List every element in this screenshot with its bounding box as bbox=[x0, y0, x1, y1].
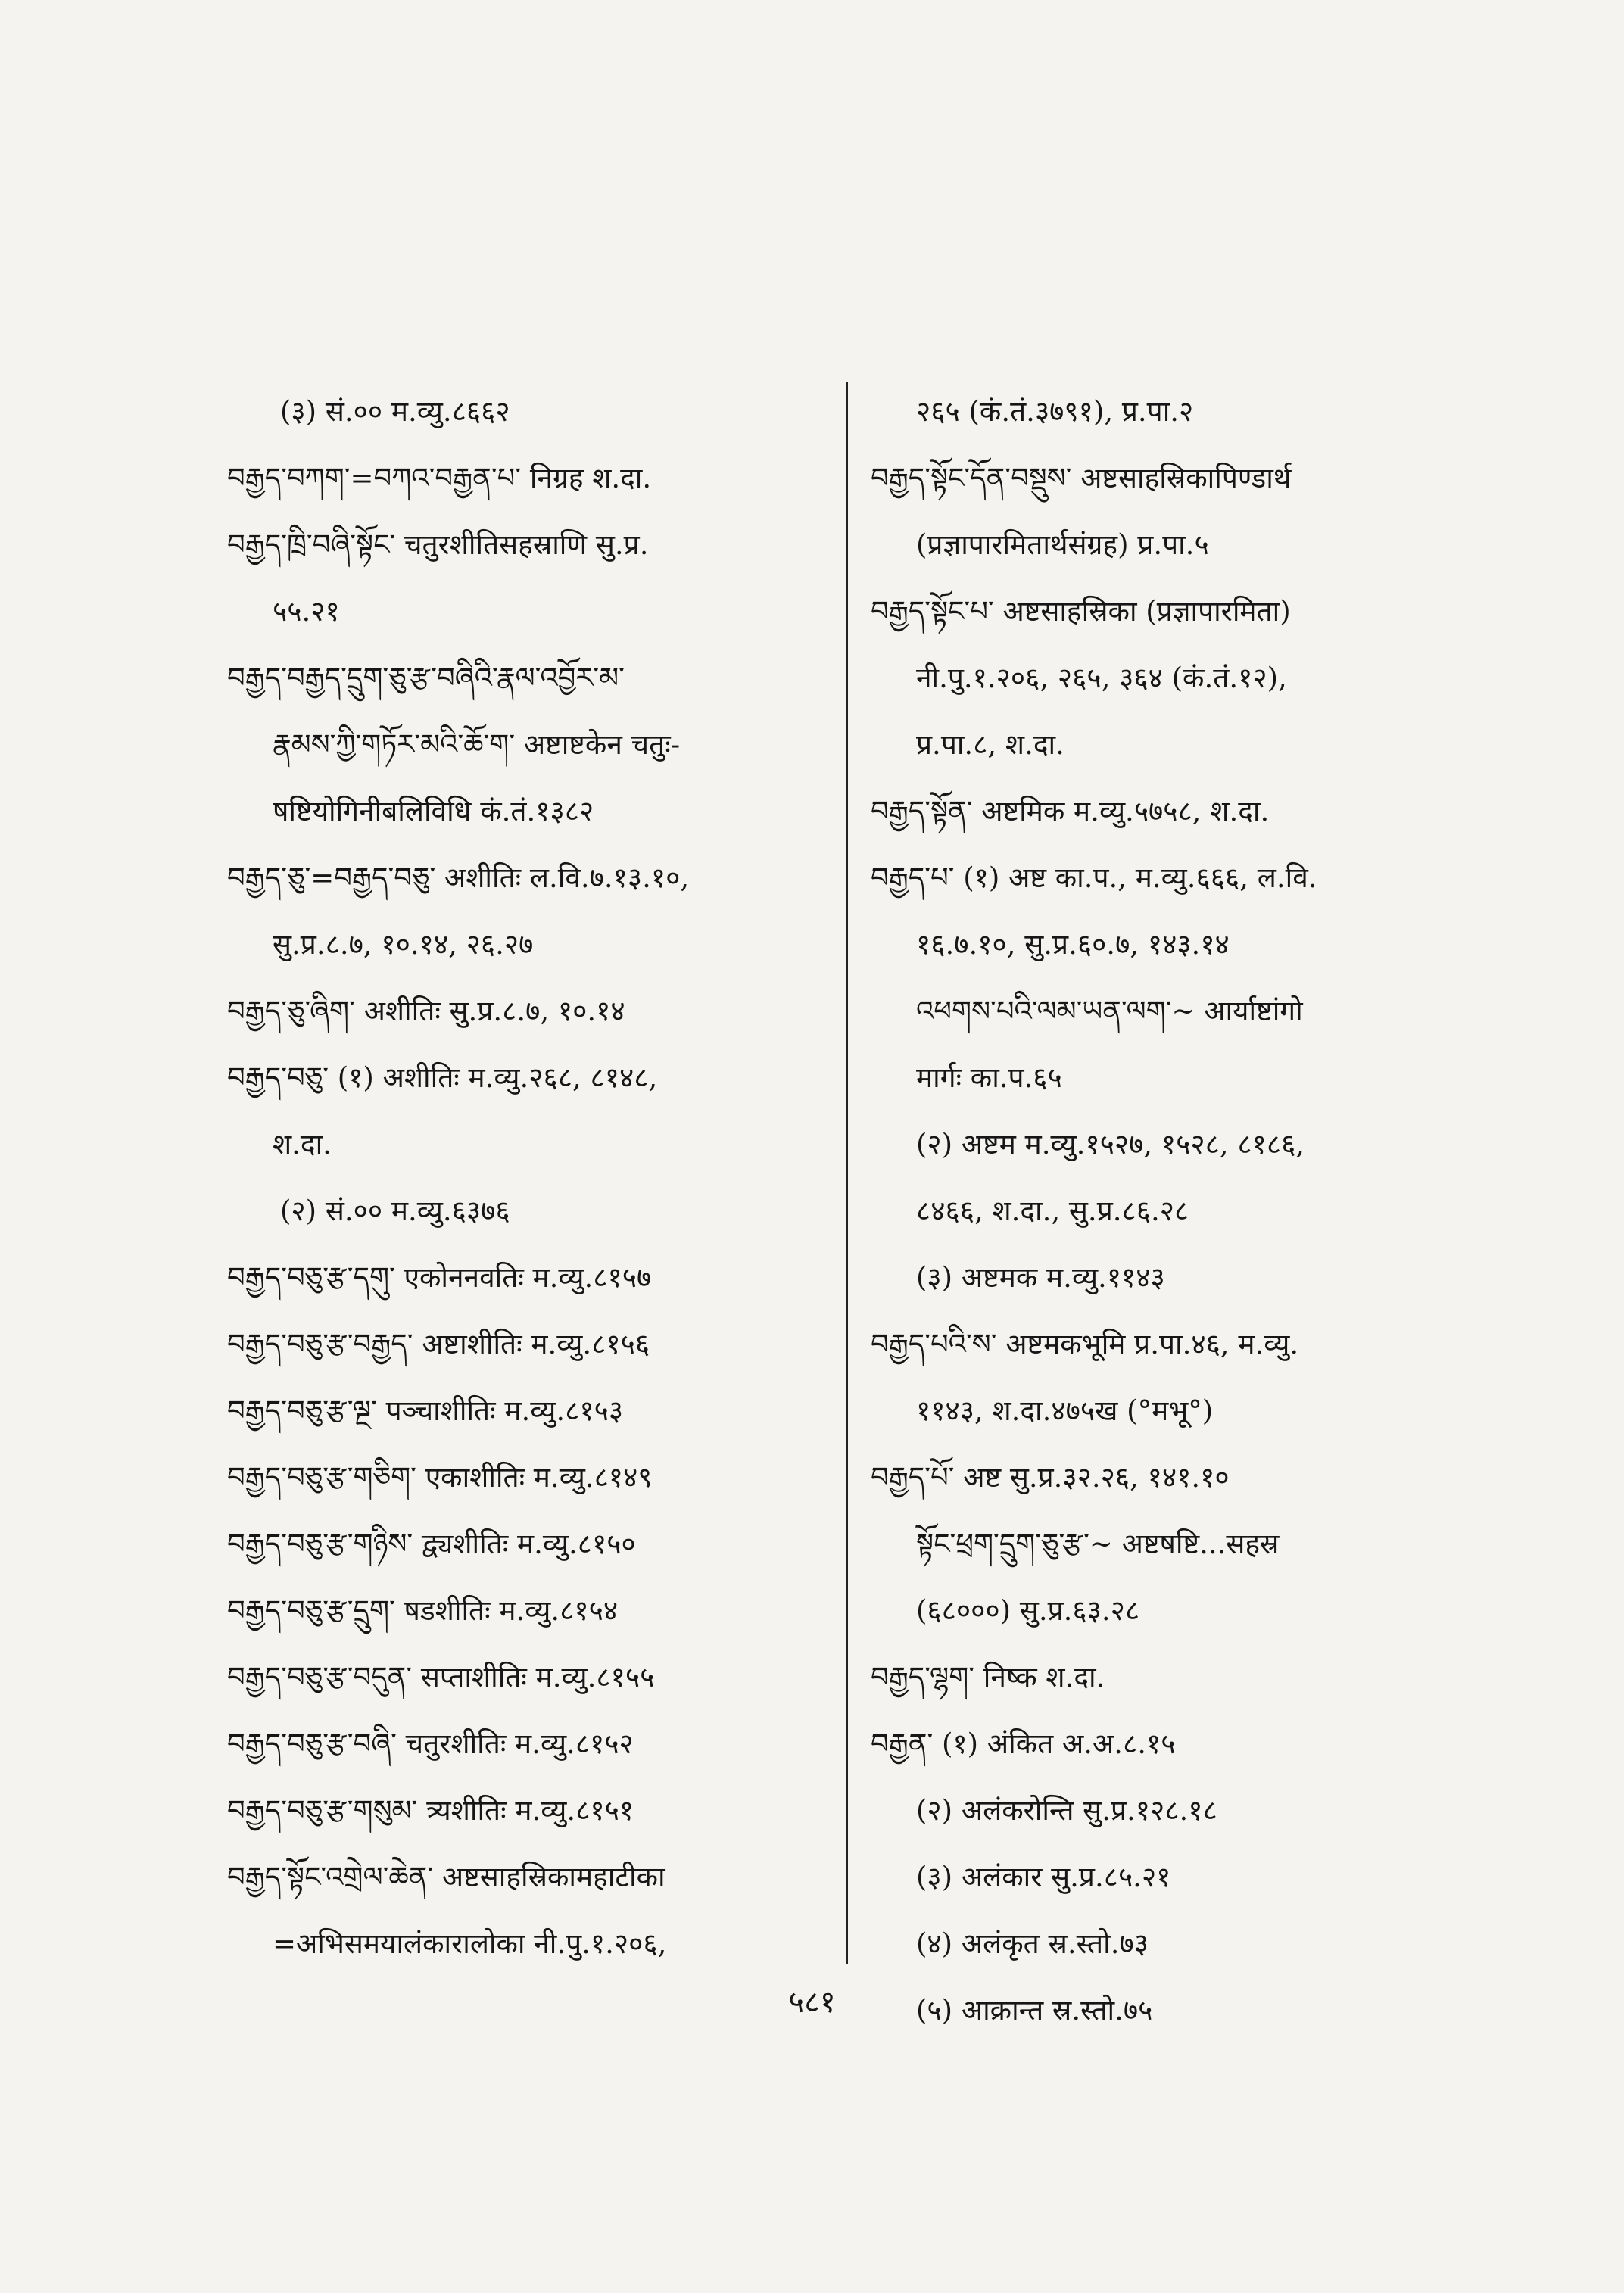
dictionary-line: བརྒྱད་ཅུ་ཞིག་ अशीतिः सु.प्र.८.७, १०.१४ bbox=[227, 995, 625, 1027]
dictionary-line: སྟོང་ཕྲག་དྲུག་ཅུ་རྩ་~ अष्टषष्टि...सहस्र bbox=[916, 1528, 1280, 1560]
dictionary-line: ८४६६, श.दा., सु.प्र.८६.२८ bbox=[916, 1195, 1189, 1227]
dictionary-line: བརྒྱད་བཅུ་རྩ་བཞི་ चतुरशीतिः म.व्यु.८१५२ bbox=[227, 1728, 634, 1760]
dictionary-line: བརྒྱད་སྟོན་ अष्टमिक म.व्यु.५७५८, श.दा. bbox=[871, 795, 1270, 827]
dictionary-line: (२) अलंकरोन्ति सु.प्र.१२८.१८ bbox=[916, 1794, 1217, 1827]
dictionary-line: (५) आक्रान्त स्र.स्तो.७५ bbox=[916, 1994, 1153, 2027]
dictionary-line: २६५ (कं.तं.३७९१), प्र.पा.२ bbox=[916, 395, 1194, 428]
dictionary-line: བརྒྱད་ལྷག་ निष्क श.दा. bbox=[871, 1661, 1105, 1693]
dictionary-line: བརྒྱད་བཀག་=བཀའ་བརྒྱན་པ་ निग्रह श.दा. bbox=[227, 462, 652, 494]
dictionary-line: བརྒྱད་བཅུ་ (१) अशीतिः म.व्यु.२६८, ८१४८, bbox=[227, 1061, 658, 1094]
dictionary-line: བརྒྱད་བཅུ་རྩ་གཅིག་ एकाशीतिः म.व्यु.८१४९ bbox=[227, 1461, 653, 1494]
dictionary-line: བརྒྱད་སྟོང་པ་ अष्टसाहस्रिका (प्रज्ञापारमिता) bbox=[871, 595, 1291, 628]
dictionary-line: (२) सं.०० म.व्यु.६३७६ bbox=[280, 1195, 510, 1227]
left-column bbox=[227, 379, 825, 1977]
dictionary-line: བརྒྱན་ (१) अंकित अ.अ.८.१५ bbox=[871, 1728, 1176, 1760]
dictionary-line: བརྒྱད་སྟོང་དོན་བསྡུས་ अष्टसाहस्रिकापिण्डार्थ bbox=[871, 462, 1292, 494]
dictionary-line: བརྒྱད་པ་ (१) अष्ट का.प., म.व्यु.६६६, ल.वि. bbox=[871, 861, 1317, 894]
dictionary-line: འཕགས་པའི་ལམ་ཡན་ལག་~ आर्याष्टांगो bbox=[916, 995, 1303, 1027]
page-number: ५८१ bbox=[788, 1985, 836, 2020]
dictionary-line: मार्गः का.प.६५ bbox=[916, 1061, 1062, 1094]
dictionary-line: (३) सं.०० म.व्यु.८६६२ bbox=[280, 395, 510, 428]
dictionary-line: (प्रज्ञापारमितार्थसंग्रह) प्र.पा.५ bbox=[916, 528, 1209, 561]
dictionary-line: བརྒྱད་བཅུ་རྩ་དྲུག་ षडशीतिः म.व्यु.८१५४ bbox=[227, 1594, 619, 1627]
dictionary-line: བརྒྱད་སྟོང་འགྲེལ་ཆེན་ अष्टसाहस्रिकामहाटीका bbox=[227, 1861, 665, 1893]
dictionary-line: सु.प्र.८.७, १०.१४, २६.२७ bbox=[273, 928, 534, 961]
dictionary-line: བརྒྱད་བཅུ་རྩ་བརྒྱད་ अष्टाशीतिः म.व्यु.८१५६ bbox=[227, 1328, 650, 1360]
column-divider bbox=[846, 382, 848, 1964]
dictionary-line: བརྒྱད་བཅུ་རྩ་གཉིས་ द्व्यशीतिः म.व्यु.८१५० bbox=[227, 1528, 636, 1560]
dictionary-line: བརྒྱད་བཅུ་རྩ་བདུན་ सप्ताशीतिः म.व्यु.८१५५ bbox=[227, 1661, 655, 1693]
dictionary-line: རྣམས་ཀྱི་གཏོར་མའི་ཆོ་ག་ अष्टाष्टकेन चतुः- bbox=[273, 728, 681, 761]
dictionary-line: (३) अष्टमक म.व्यु.११४३ bbox=[916, 1261, 1165, 1294]
dictionary-line: བརྒྱད་ཅུ་=བརྒྱད་བཅུ་ अशीतिः ल.वि.७.१३.१०, bbox=[227, 861, 690, 894]
dictionary-line: नी.पु.१.२०६, २६५, ३६४ (कं.तं.१२), bbox=[916, 662, 1287, 694]
dictionary-line: བརྒྱད་བཅུ་རྩ་གསུམ་ त्र्यशीतिः म.व्यु.८१५१ bbox=[227, 1794, 634, 1827]
dictionary-line: (३) अलंकार सु.प्र.८५.२१ bbox=[916, 1861, 1171, 1893]
dictionary-line: (६८०००) सु.प्र.६३.२८ bbox=[916, 1594, 1140, 1627]
dictionary-line: (२) अष्टम म.व्यु.१५२७, १५२८, ८१८६, bbox=[916, 1128, 1305, 1161]
dictionary-line: ५५.२१ bbox=[273, 595, 340, 628]
dictionary-line: བརྒྱད་ཁྲི་བཞི་སྟོང་ चतुरशीतिसहस्राणि सु.प्र. bbox=[227, 528, 649, 561]
dictionary-line: १६.७.१०, सु.प्र.६०.७, १४३.१४ bbox=[916, 928, 1230, 961]
dictionary-line: བརྒྱད་པའི་ས་ अष्टमकभूमि प्र.पा.४६, म.व्यु. bbox=[871, 1328, 1299, 1360]
dictionary-line: =अभिसमयालंकारालोका नी.पु.१.२०६, bbox=[273, 1927, 667, 1960]
dictionary-line: བརྒྱད་བཅུ་རྩ་ལྔ་ पञ्चाशीतिः म.व्यु.८१५३ bbox=[227, 1394, 624, 1427]
dictionary-line: བརྒྱད་བརྒྱད་དྲུག་ཅུ་རྩ་བཞིའི་རྣལ་འབྱོར་མ་ bbox=[227, 662, 625, 694]
right-column bbox=[871, 379, 1492, 2044]
dictionary-line: (४) अलंकृत स्र.स्तो.७३ bbox=[916, 1927, 1149, 1960]
dictionary-line: प्र.पा.८, श.दा. bbox=[916, 728, 1064, 761]
dictionary-line: षष्टियोगिनीबलिविधि कं.तं.१३८२ bbox=[273, 795, 594, 827]
dictionary-line: བརྒྱད་པོ་ अष्ट सु.प्र.३२.२६, १४१.१० bbox=[871, 1461, 1230, 1494]
dictionary-line: ११४३, श.दा.४७५ख (°मभू°) bbox=[916, 1394, 1214, 1427]
dictionary-line: བརྒྱད་བཅུ་རྩ་དགུ་ एकोननवतिः म.व्यु.८१५७ bbox=[227, 1261, 652, 1294]
dictionary-line: श.दा. bbox=[273, 1128, 332, 1161]
